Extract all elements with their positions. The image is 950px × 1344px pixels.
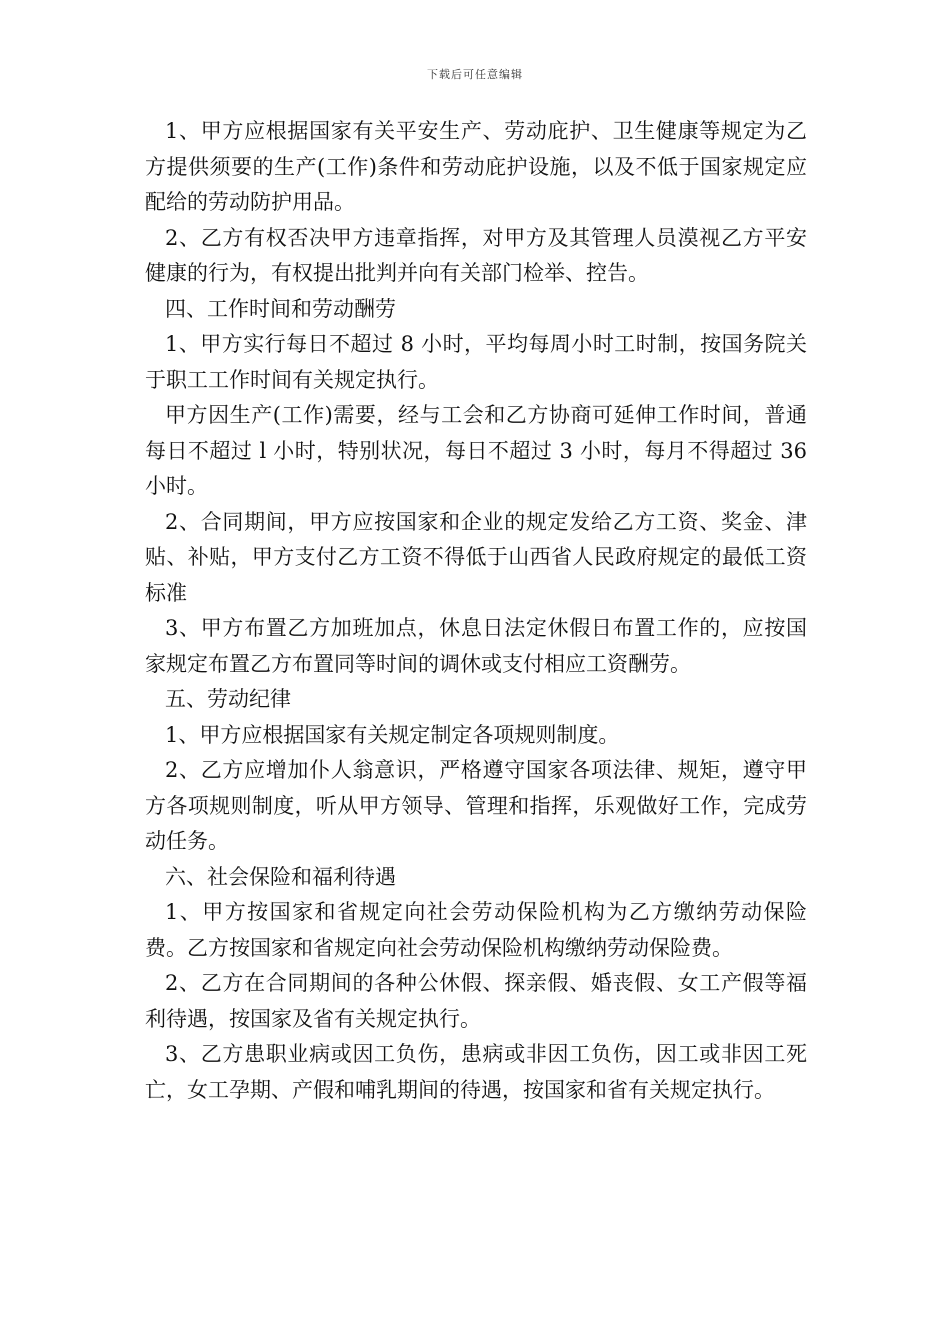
- paragraph-refuse-illegal-command: 2、乙方有权否决甲方违章指挥，对甲方及其管理人员漠视乙方平安健康的行为，有权提出批判并向有关部门检举、控告。: [145, 225, 807, 285]
- page-header-note: 下载后可任意编辑: [427, 68, 523, 81]
- paragraph-daily-hours: 1、甲方实行每日不超过 8 小时，平均每周小时工时制，按国务院关于职工工作时间有关规定执行。: [145, 332, 807, 392]
- paragraph-employee-obligations: 2、乙方应增加仆人翁意识，严格遵守国家各项法律、规矩，遵守甲方各项规则制度，听从甲方领导、管理和指挥，乐观做好工作，完成劳动任务。: [145, 758, 807, 853]
- paragraph-safety-provision: 1、甲方应根据国家有关平安生产、劳动庇护、卫生健康等规定为乙方提供须要的生产(工作)条件和劳动庇护设施，以及不低于国家规定应配给的劳动防护用品。: [145, 119, 807, 214]
- paragraph-rules-formulation: 1、甲方应根据国家有关规定制定各项规则制度。: [165, 722, 620, 747]
- paragraph-overtime-compensation: 3、甲方布置乙方加班加点，休息日法定休假日布置工作的，应按国家规定布置乙方布置同等时间的调休或支付相应工资酬劳。: [145, 616, 807, 676]
- paragraph-wages: 2、合同期间，甲方应按国家和企业的规定发给乙方工资、奖金、津贴、补贴，甲方支付乙方工资不得低于山西省人民政府规定的最低工资标准: [145, 509, 807, 605]
- section-heading-labor-discipline: 五、劳动纪律: [165, 687, 291, 711]
- paragraph-overtime-limits: 甲方因生产(工作)需要，经与工会和乙方协商可延伸工作时间，普通每日不超过 l 小时，特别状况，每日不超过 3 小时，每月不得超过 36 小时。: [145, 403, 807, 498]
- paragraph-injury-maternity-benefits: 3、乙方患职业病或因工负伤，患病或非因工负伤，因工或非因工死亡，女工孕期、产假和哺乳期间的待遇，按国家和省有关规定执行。: [145, 1042, 807, 1102]
- section-heading-social-insurance: 六、社会保险和福利待遇: [165, 864, 396, 889]
- paragraph-leave-benefits: 2、乙方在合同期间的各种公休假、探亲假、婚丧假、女工产假等福利待遇，按国家及省有关规定执行。: [145, 971, 807, 1031]
- paragraph-insurance-payment: 1、甲方按国家和省规定向社会劳动保险机构为乙方缴纳劳动保险费。乙方按国家和省规定向社会劳动保险机构缴纳劳动保险费。: [145, 900, 807, 960]
- section-heading-working-hours: 四、工作时间和劳动酬劳: [165, 296, 396, 321]
- document-body: [145, 114, 807, 1108]
